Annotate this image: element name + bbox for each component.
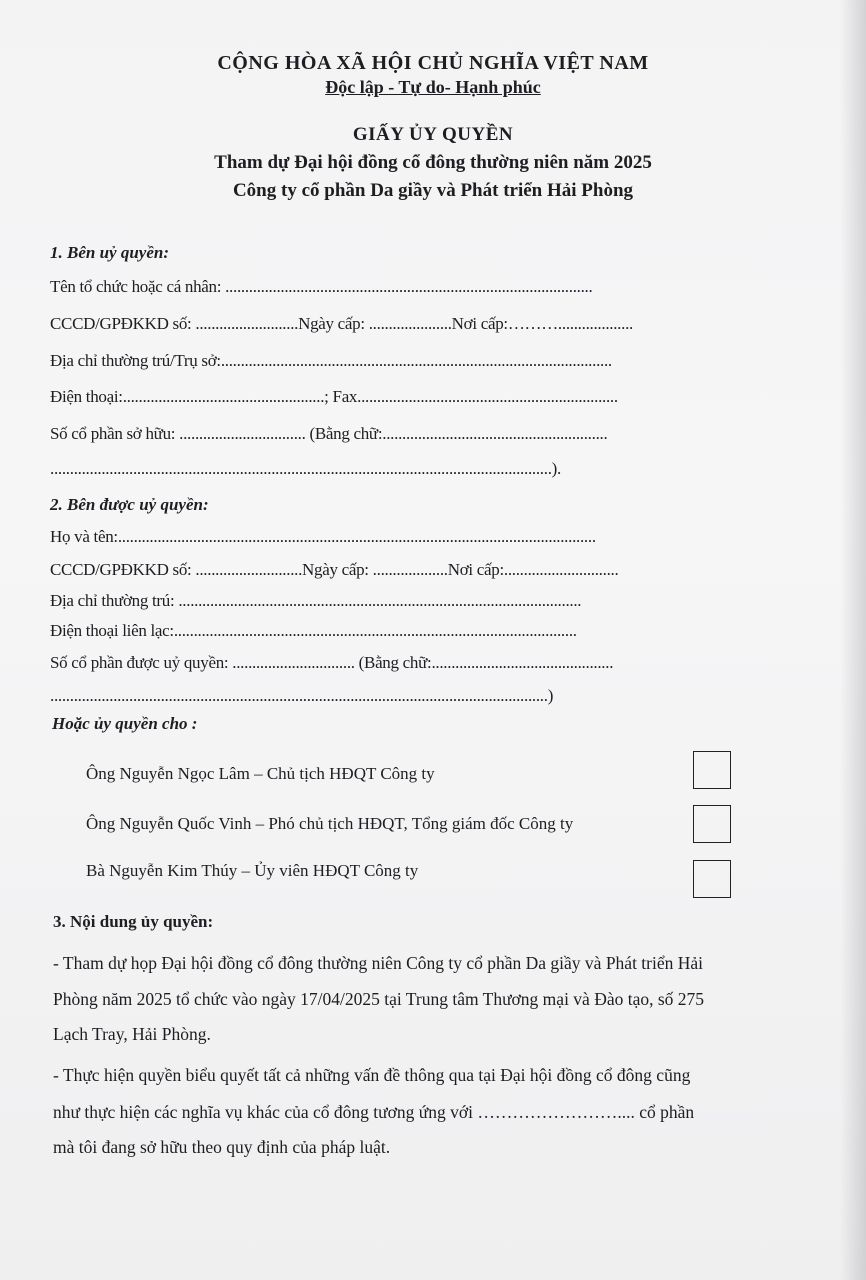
proxy-id-field[interactable]: CCCD/GPĐKKD số: ...........................Ngày cấp: ...................Nơi cấp:............................. xyxy=(50,560,619,579)
national-title: CỘNG HÒA XÃ HỘI CHỦ NGHĨA VIỆT NAM xyxy=(217,52,649,74)
proxy-address-field[interactable]: Địa chỉ thường trú: ...................................................................................................... xyxy=(50,591,582,610)
content-line: Phòng năm 2025 tổ chức vào ngày 17/04/2025 tại Trung tâm Thương mại và Đào tạo, số 275 xyxy=(53,989,705,1009)
content-line: mà tôi đang sở hữu theo quy định của pháp luật. xyxy=(53,1137,391,1157)
section1-heading: 1. Bên uỷ quyền: xyxy=(50,243,169,262)
content-line: như thực hiện các nghĩa vụ khác của cổ đông tương ứng với …………………….... cổ phần xyxy=(53,1102,695,1122)
section2-heading: 2. Bên được uỷ quyền: xyxy=(50,495,209,514)
proxy-name-field[interactable]: Họ và tên:......................................................................................................................... xyxy=(50,527,596,546)
option-checkbox-board-member[interactable] xyxy=(693,860,731,898)
alternative-heading: Hoặc ủy quyền cho : xyxy=(52,714,198,733)
content-line: - Thực hiện quyền biểu quyết tất cả những vấn đề thông qua tại Đại hội đồng cổ đông cũng xyxy=(53,1065,691,1085)
document-title: GIẤY ỦY QUYỀN xyxy=(352,124,514,145)
principal-shares-words-field[interactable]: ...............................................................................................................................). xyxy=(50,459,561,478)
proxy-shares-field[interactable]: Số cổ phần được uỷ quyền: ............................... (Bằng chữ:.............................................. xyxy=(50,653,614,672)
option-checkbox-vice-chairman[interactable] xyxy=(693,805,731,843)
principal-address-field[interactable]: Địa chỉ thường trú/Trụ sở:................................................................................................... xyxy=(50,351,612,370)
content-line: Lạch Tray, Hải Phòng. xyxy=(53,1024,211,1044)
section3-heading: 3. Nội dung ủy quyền: xyxy=(53,912,214,931)
principal-shares-field[interactable]: Số cổ phần sở hữu: ................................ (Bằng chữ:......................................................... xyxy=(50,424,608,443)
principal-phone-fax-field[interactable]: Điện thoại:...................................................; Fax.................................................................. xyxy=(50,387,618,406)
option-label-board-member: Bà Nguyễn Kim Thúy – Ủy viên HĐQT Công ty xyxy=(86,861,419,880)
national-motto: Độc lập - Tự do- Hạnh phúc xyxy=(325,77,541,97)
proxy-phone-field[interactable]: Điện thoại liên lạc:...................................................................................................... xyxy=(50,621,577,640)
proxy-shares-words-field[interactable]: ..............................................................................................................................) xyxy=(50,686,554,705)
content-line: - Tham dự họp Đại hội đồng cổ đông thường niên Công ty cổ phần Da giầy và Phát triển Hải xyxy=(53,953,704,973)
document-subtitle-meeting: Tham dự Đại hội đồng cổ đông thường niên năm 2025 xyxy=(214,152,652,173)
principal-name-field[interactable]: Tên tổ chức hoặc cá nhân: ............................................................................................. xyxy=(50,277,593,296)
document-subtitle-company: Công ty cổ phần Da giầy và Phát triển Hải Phòng xyxy=(232,180,634,201)
option-label-vice-chairman: Ông Nguyễn Quốc Vinh – Phó chủ tịch HĐQT, Tổng giám đốc Công ty xyxy=(86,814,574,833)
option-label-chairman: Ông Nguyễn Ngọc Lâm – Chủ tịch HĐQT Công ty xyxy=(86,764,435,783)
option-checkbox-chairman[interactable] xyxy=(693,751,731,789)
principal-id-field[interactable]: CCCD/GPĐKKD số: ..........................Ngày cấp: .....................Nơi cấp:………................... xyxy=(50,314,633,333)
